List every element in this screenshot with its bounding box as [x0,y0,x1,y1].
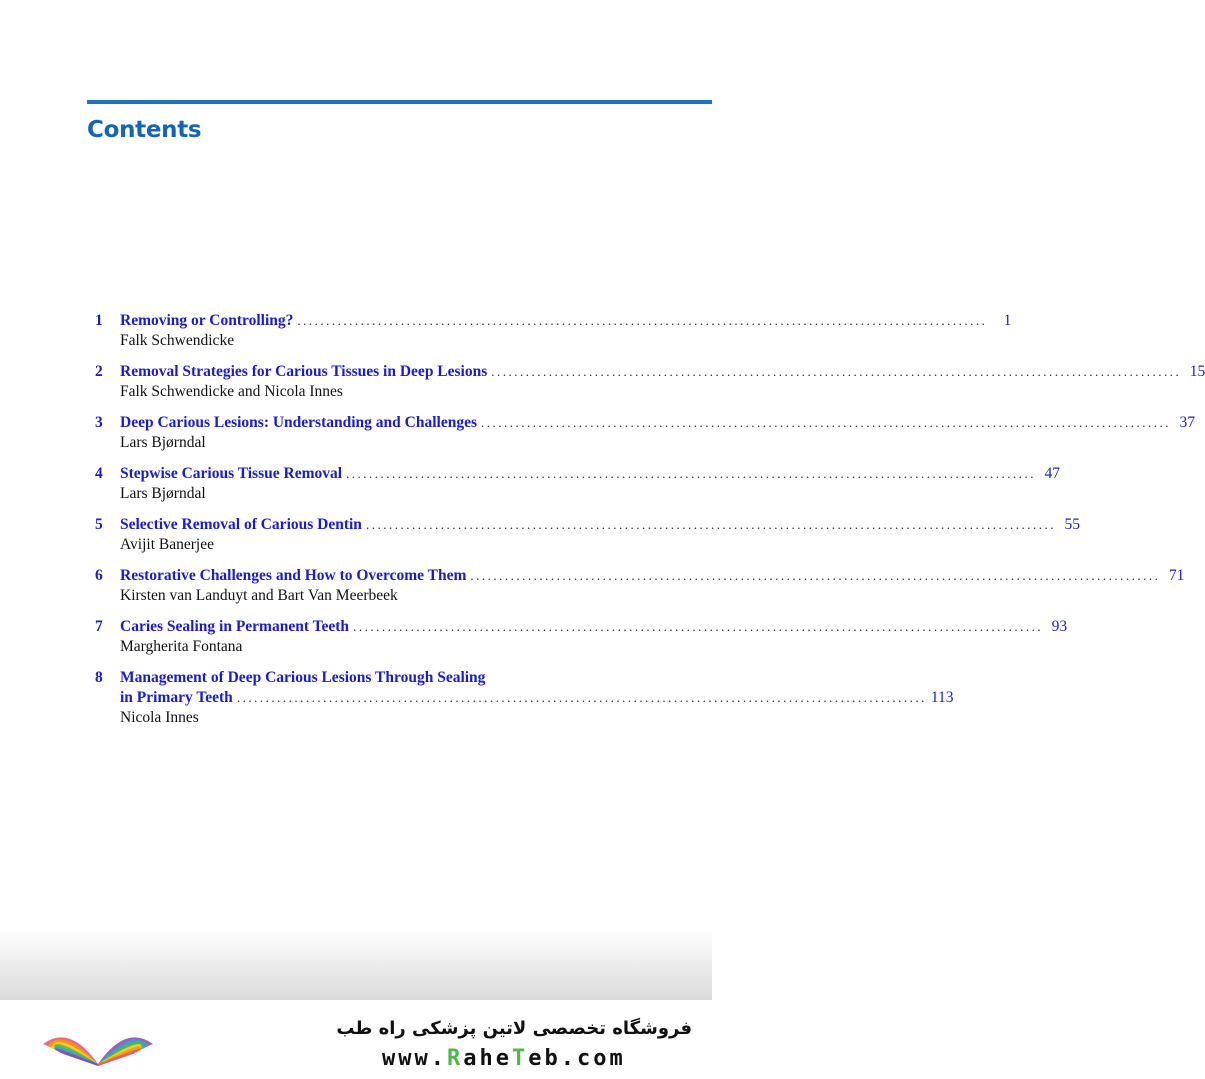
chapter-number: 5 [95,516,103,533]
chapter-title[interactable]: Removing or Controlling? [120,312,294,329]
page-number[interactable]: 71 [1168,567,1185,584]
dot-leader: ........................................................................................................................ [236,690,927,705]
url-mid2: eb.com [528,1046,626,1071]
chapter-number: 7 [95,618,103,635]
dot-leader: ........................................................................................................................ [297,313,988,328]
page-number[interactable]: 113 [930,689,954,706]
chapter-number: 3 [95,414,103,431]
table-of-contents [95,311,1205,739]
chapter-authors: Nicola Innes [120,709,199,726]
page-title: Contents [87,117,202,143]
dot-leader: ........................................................................................................................ [491,364,1182,379]
chapter-title[interactable]: Deep Carious Lesions: Understanding and Challenges [120,414,477,431]
toc-entry[interactable] [95,464,1061,504]
page-number[interactable]: 1 [1003,312,1012,329]
chapter-title[interactable]: Stepwise Carious Tissue Removal [120,465,343,482]
url-mid1: ahe [463,1046,512,1071]
chapter-number: 8 [95,669,103,686]
page-number[interactable]: 37 [1179,414,1195,431]
chapter-title[interactable]: Selective Removal of Carious Dentin [120,516,362,533]
toc-entry[interactable] [95,617,1068,657]
header-rule [87,100,712,104]
store-banner [0,1000,712,1079]
chapter-authors: Kirsten van Landuyt and Bart Van Meerbeek [120,587,398,604]
url-r: R [446,1046,464,1071]
chapter-title[interactable]: in Primary Teeth [120,689,233,706]
url-prefix: www. [382,1046,447,1071]
page-number[interactable]: 15 [1189,363,1205,380]
chapter-title[interactable]: Removal Strategies for Carious Tissues in Deep Lesions [120,363,488,380]
url-t: T [511,1046,529,1071]
chapter-title[interactable]: Management of Deep Carious Lesions Through Sealing [120,669,486,686]
chapter-number: 2 [95,363,103,380]
store-url[interactable] [382,1046,626,1071]
open-book-logo-icon [38,1014,158,1074]
toc-entry[interactable] [95,566,1185,606]
toc-entry[interactable] [95,413,1195,453]
chapter-authors: Lars Bjørndal [120,434,206,451]
toc-entry[interactable] [95,515,1080,555]
page-bottom-shadow [0,930,712,1000]
dot-leader: ........................................................................................................................ [470,568,1161,583]
toc-entry[interactable] [95,668,954,728]
toc-entry[interactable] [95,311,1012,351]
chapter-number: 1 [95,312,103,329]
chapter-authors: Avijit Banerjee [120,536,214,553]
store-name: فروشگاه تخصصی لاتین پزشکی راه طب [336,1018,692,1039]
chapter-authors: Falk Schwendicke [120,332,235,349]
chapter-number: 4 [95,465,103,482]
page-number[interactable]: 93 [1051,618,1068,635]
page-number[interactable]: 47 [1044,465,1061,482]
dot-leader: ........................................................................................................................ [480,415,1171,430]
chapter-authors: Falk Schwendicke and Nicola Innes [120,383,343,400]
chapter-title[interactable]: Caries Sealing in Permanent Teeth [120,618,350,635]
chapter-authors: Margherita Fontana [120,638,243,655]
chapter-title[interactable]: Restorative Challenges and How to Overcome Them [120,567,467,584]
page-number[interactable]: 55 [1064,516,1080,533]
dot-leader: ........................................................................................................................ [365,517,1056,532]
chapter-number: 6 [95,567,103,584]
dot-leader: ........................................................................................................................ [346,466,1037,481]
toc-entry[interactable] [95,362,1205,402]
chapter-authors: Lars Bjørndal [120,485,206,502]
dot-leader: ........................................................................................................................ [353,619,1044,634]
